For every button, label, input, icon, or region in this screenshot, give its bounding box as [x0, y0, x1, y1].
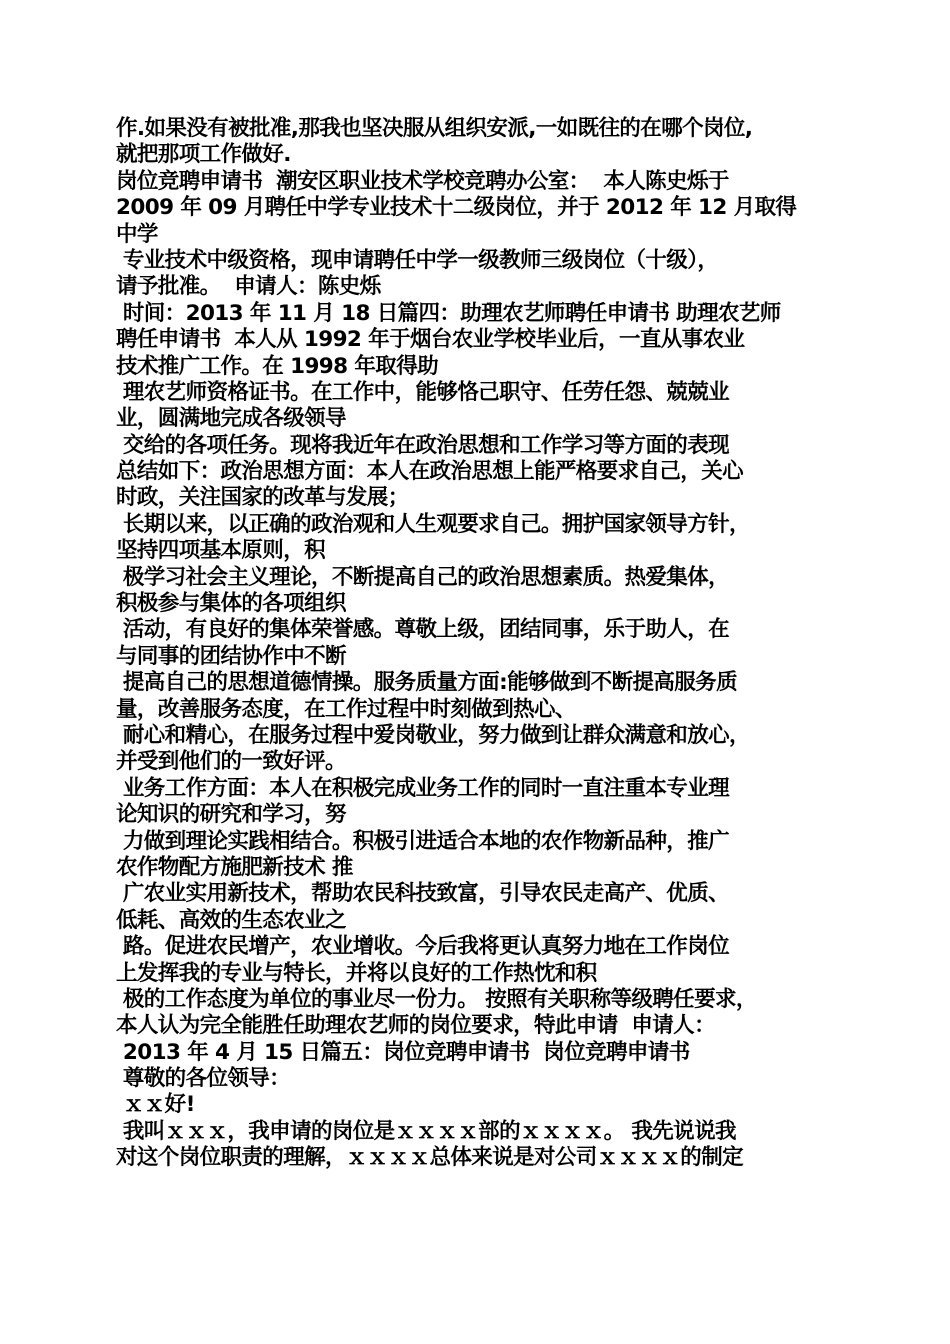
text-line: 我叫ｘｘｘ，我申请的岗位是ｘｘｘｘ部的ｘｘｘｘ。 我先说说我: [116, 1118, 736, 1144]
text-line: 坚持四项基本原则，积: [116, 538, 326, 564]
text-line: 理农艺师资格证书。在工作中，能够恪己职守、任劳任怨、兢兢业: [116, 379, 729, 405]
text-line: 与同事的团结协作中不断: [116, 643, 346, 669]
text-line: 作.如果没有被批准,那我也坚决服从组织安派,一如既往的在哪个岗位,: [116, 116, 753, 141]
text-line: 上发挥我的专业与特长，并将以良好的工作热忱和积: [116, 960, 597, 986]
text-line: 本人认为完全能胜任助理农艺师的岗位要求，特此申请 申请人：: [116, 1013, 715, 1039]
text-line: 业，圆满地完成各级领导: [116, 406, 346, 432]
text-line: 农作物配方施肥新技术 推: [116, 854, 353, 880]
text-line: ｘｘ好!: [116, 1092, 195, 1118]
text-line: 交给的各项任务。现将我近年在政治思想和工作学习等方面的表现: [116, 432, 729, 458]
text-line: 岗位竞聘申请书 潮安区职业技术学校竞聘办公室： 本人陈史烁于: [116, 168, 729, 194]
text-line: 量，改善服务态度，在工作过程中时刻做到热心、: [116, 696, 576, 722]
text-line: 低耗、高效的生态农业之: [116, 907, 346, 933]
text-line: 论知识的研究和学习，努: [116, 802, 346, 828]
text-line: 长期以来，以正确的政治观和人生观要求自己。拥护国家领导方针，: [116, 511, 750, 537]
text-line: 2013 年 4 月 15 日篇五：岗位竞聘申请书 岗位竞聘申请书: [116, 1039, 690, 1065]
text-line: 就把那项工作做好.: [116, 142, 291, 168]
text-line: 力做到理论实践相结合。积极引进适合本地的农作物新品种，推广: [116, 828, 729, 854]
text-line: 尊敬的各位领导：: [116, 1066, 291, 1092]
text-line: 积极参与集体的各项组织: [116, 591, 346, 617]
text-line: 对这个岗位职责的理解，ｘｘｘｘ总体来说是对公司ｘｘｘｘ的制定: [116, 1145, 744, 1171]
text-line: 2009 年 09 月聘任中学专业技术十二级岗位，并于 2012 年 12 月取得: [116, 195, 797, 221]
text-line: 总结如下：政治思想方面：本人在政治思想上能严格要求自己，关心: [116, 459, 744, 485]
text-line: 业务工作方面：本人在积极完成业务工作的同时一直注重本专业理: [116, 775, 729, 801]
text-line: 提高自己的思想道德情操。服务质量方面:能够做到不断提高服务质: [116, 670, 737, 696]
text-line: 并受到他们的一致好评。: [116, 749, 346, 775]
text-line: 广农业实用新技术，帮助农民科技致富，引导农民走高产、优质、: [116, 881, 729, 907]
text-line: 技术推广工作。在 1998 年取得助: [116, 353, 439, 379]
text-line: 耐心和精心，在服务过程中爱岗敬业，努力做到让群众满意和放心，: [116, 722, 750, 748]
text-line: 极的工作态度为单位的事业尽一份力。 按照有关职称等级聘任要求，: [116, 986, 757, 1012]
text-line: 路。促进农民增产，农业增收。今后我将更认真努力地在工作岗位: [116, 934, 729, 960]
document-body: [116, 116, 846, 1172]
text-line: 极学习社会主义理论，不断提高自己的政治思想素质。热爱集体，: [116, 564, 729, 590]
text-line: 活动，有良好的集体荣誉感。尊敬上级，团结同事，乐于助人，在: [116, 617, 729, 643]
text-line: 时间：2013 年 11 月 18 日篇四：助理农艺师聘任申请书 助理农艺师: [116, 300, 781, 326]
text-line: 中学: [116, 221, 158, 247]
text-line: 请予批准。 申请人：陈史烁: [116, 274, 381, 300]
text-line: 专业技术中级资格，现申请聘任中学一级教师三级岗位（十级），: [116, 247, 719, 273]
text-line: 聘任申请书 本人从 1992 年于烟台农业学校毕业后，一直从事农业: [116, 327, 745, 353]
text-line: 时政，关注国家的改革与发展；: [116, 485, 409, 511]
